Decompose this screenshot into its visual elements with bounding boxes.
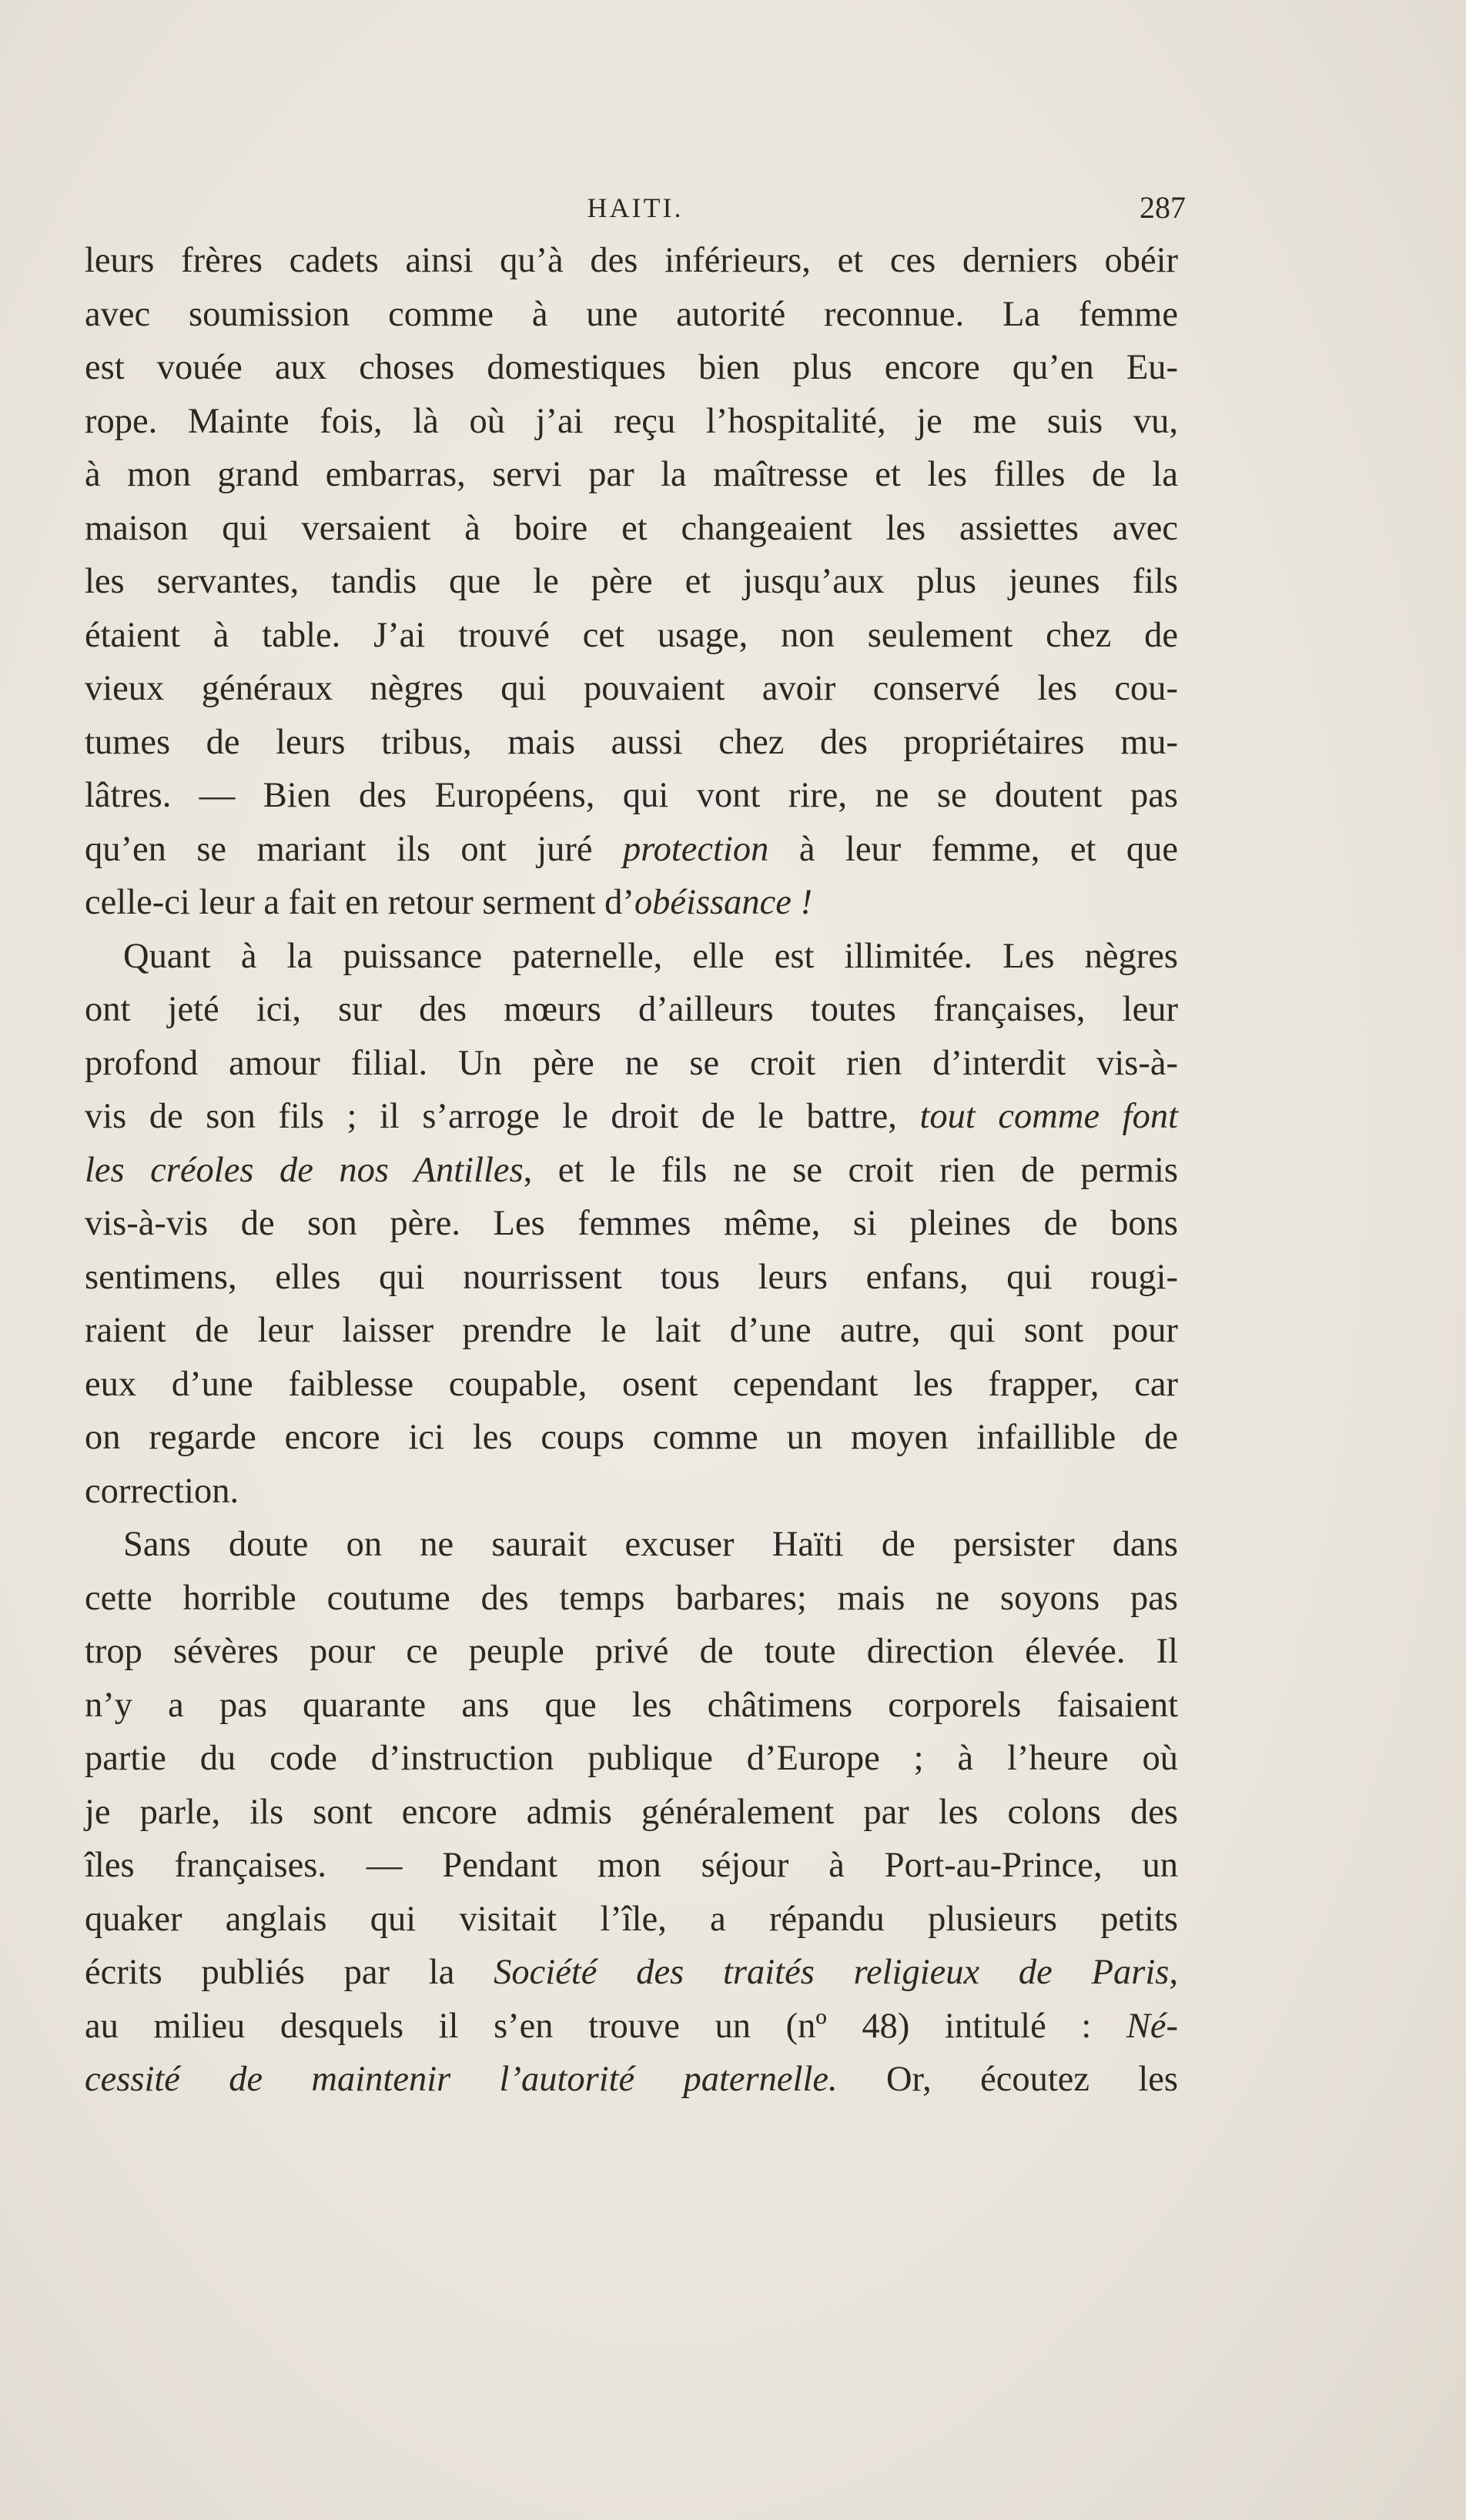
text-line: leurs frères cadets ainsi qu’à des inférieurs, et ces derniers obéir (85, 241, 1178, 280)
text-line: vis-à-vis de son père. Les femmes même, si pleines de bons (85, 1204, 1178, 1243)
text-segment: vis de son fils ; il s’arroge le droit de le battre, (85, 1097, 920, 1136)
text-line: rope. Mainte fois, là où j’ai reçu l’hospitalité, je me suis vu, (85, 401, 1178, 441)
text-line (85, 1946, 1178, 2000)
body-text (85, 234, 1178, 2107)
text-line: Sans doute on ne saurait excuser Haïti de persister dans (123, 1525, 1178, 1564)
text-line (85, 1144, 1178, 1198)
text-line: lâtres. — Bien des Européens, qui vont rire, ne se doutent pas (85, 776, 1178, 815)
text-line (85, 823, 1178, 877)
text-line: maison qui versaient à boire et changeaient les assiettes avec (85, 508, 1178, 548)
text-line: sentimens, elles qui nourrissent tous leurs enfans, qui rougi- (85, 1257, 1178, 1297)
text-line (85, 876, 1178, 930)
text-line: les servantes, tandis que le père et jusqu’aux plus jeunes fils (85, 562, 1178, 601)
text-line: eux d’une faiblesse coupable, osent cependant les frapper, car (85, 1364, 1178, 1404)
text-segment: écrits publiés par la (85, 1953, 494, 1992)
text-line: est vouée aux choses domestiques bien plus encore qu’en Eu- (85, 348, 1178, 387)
text-line: correction. (85, 1471, 239, 1511)
text-line: îles françaises. — Pendant mon séjour à Port-au-Prince, un (85, 1846, 1178, 1885)
text-line: n’y a pas quarante ans que les châtimens corporels faisaient (85, 1685, 1178, 1725)
italic-segment: Né- (1126, 2006, 1178, 2046)
text-segment: Or, écoutez les (837, 2060, 1178, 2099)
text-line (85, 2053, 1178, 2107)
italic-segment: tout comme font (919, 1097, 1179, 1136)
text-segment: au milieu desquels il s’en trouve un (nº 48) intitulé : (85, 2006, 1126, 2046)
text-line: vieux généraux nègres qui pouvaient avoir conservé les cou- (85, 669, 1178, 708)
text-segment: à leur femme, et que (768, 829, 1178, 869)
page-number: 287 (1140, 190, 1186, 225)
text-line: avec soumission comme à une autorité reconnue. La femme (85, 294, 1178, 334)
text-line: partie du code d’instruction publique d’Europe ; à l’heure où (85, 1739, 1178, 1778)
text-line: je parle, ils sont encore admis généralement par les colons des (85, 1792, 1178, 1832)
italic-segment: obéissance ! (634, 883, 813, 922)
text-line: profond amour filial. Un père ne se croit rien d’interdit vis-à- (85, 1043, 1178, 1083)
italic-segment: protection (622, 829, 769, 869)
text-line (85, 1090, 1178, 1144)
running-head: HAITI. (587, 192, 684, 223)
text-segment: celle-ci leur a fait en retour serment d’ (85, 883, 634, 922)
text-line: on regarde encore ici les coups comme un moyen infaillible de (85, 1418, 1178, 1457)
text-line: ont jeté ici, sur des mœurs d’ailleurs toutes françaises, leur (85, 990, 1178, 1029)
text-line: Quant à la puissance paternelle, elle est illimitée. Les nègres (123, 936, 1178, 976)
italic-segment: Société des traités religieux de Paris, (494, 1953, 1179, 1992)
text-line: cette horrible coutume des temps barbares; mais ne soyons pas (85, 1578, 1178, 1618)
text-segment: qu’en se mariant ils ont juré (85, 829, 623, 869)
italic-segment: les créoles de nos Antilles (85, 1150, 524, 1190)
page-header (85, 185, 1186, 231)
text-line: tumes de leurs tribus, mais aussi chez des propriétaires mu- (85, 722, 1178, 762)
text-segment: , et le fils ne se croit rien de permis (523, 1150, 1178, 1190)
text-line: à mon grand embarras, servi par la maîtresse et les filles de la (85, 455, 1178, 494)
italic-segment: cessité de maintenir l’autorité paternelle. (85, 2060, 838, 2099)
text-line (85, 2000, 1178, 2054)
text-line: quaker anglais qui visitait l’île, a répandu plusieurs petits (85, 1899, 1178, 1939)
text-line: raient de leur laisser prendre le lait d’une autre, qui sont pour (85, 1311, 1178, 1350)
text-line: étaient à table. J’ai trouvé cet usage, non seulement chez de (85, 615, 1178, 655)
text-line: trop sévères pour ce peuple privé de toute direction élevée. Il (85, 1632, 1178, 1671)
